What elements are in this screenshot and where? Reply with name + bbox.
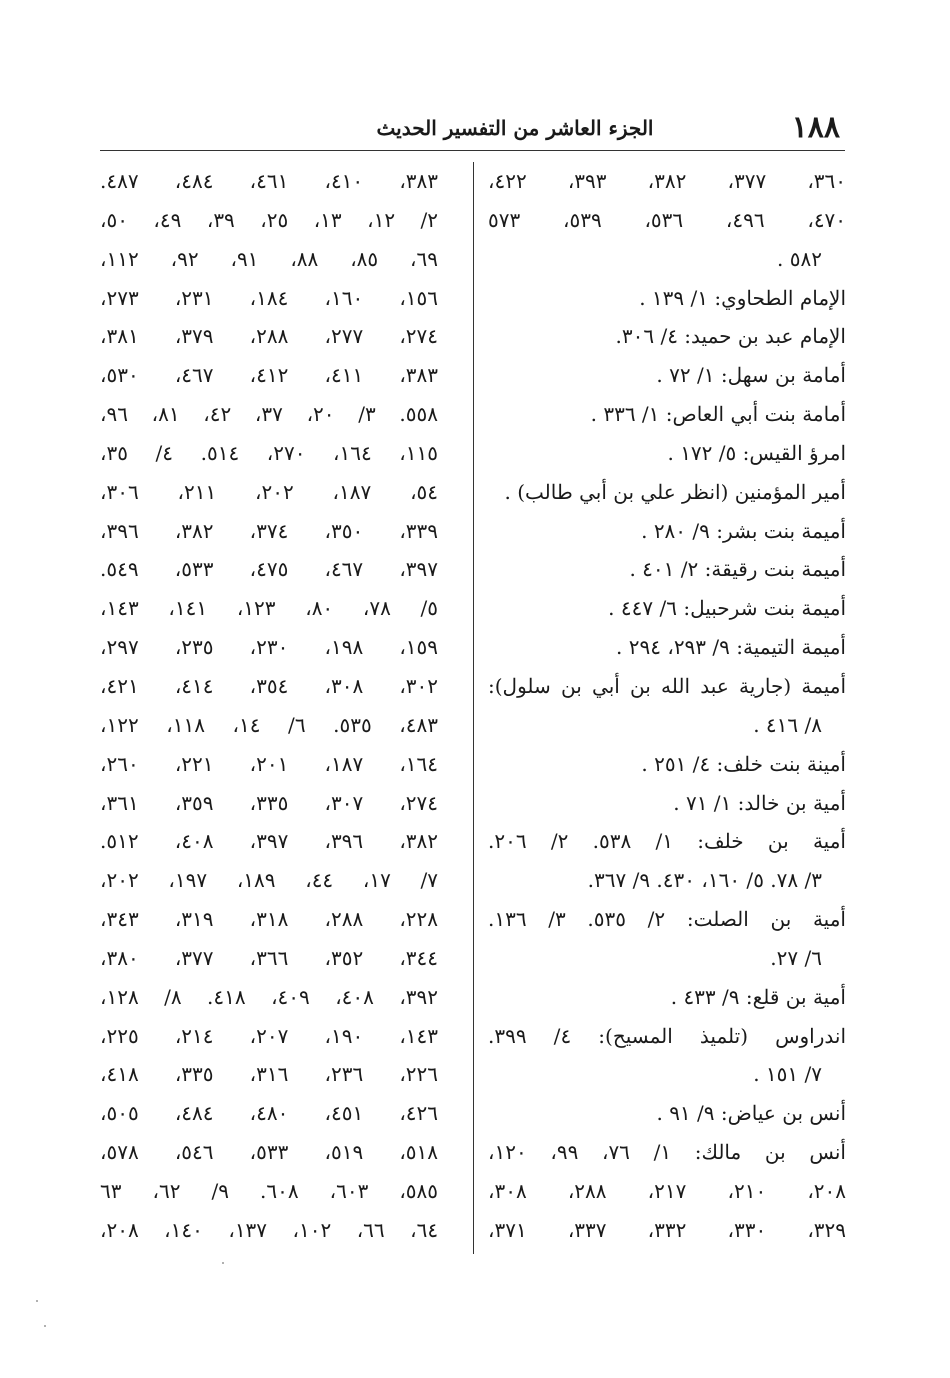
- index-entry-line: ١١٥، ١٦٤، ٢٧٠، ٥١٤. ٤/ ٣٥،: [100, 440, 438, 465]
- index-entry-line: ٢٢٦، ٢٣٦، ٣١٦، ٣٣٥، ٤١٨،: [100, 1062, 438, 1087]
- index-entry-line: أمامة بن سهل: ١/ ٧٢ .: [656, 363, 846, 388]
- scan-speck: [44, 1325, 46, 1327]
- index-entry-line: أمامة بنت أبي العاص: ١/ ٣٣٦ .: [590, 402, 846, 427]
- index-entry-line: ٥٨٥، ٦٠٣، ٦٠٨. ٩/ ٦٢، ٦٣: [100, 1178, 438, 1203]
- index-entry-line: أمية بن قلع: ٩/ ٤٣٣ .: [670, 984, 846, 1009]
- index-entry-line: ٧/ ١٥١ .: [753, 1062, 822, 1087]
- index-entry-line: ٢٧٤، ٣٠٧، ٣٣٥، ٣٥٩، ٣٦١،: [100, 790, 438, 815]
- page-number: ١٨٨: [791, 110, 840, 145]
- index-entry-line: ٣٤٤، ٣٥٢، ٣٦٦، ٣٧٧، ٣٨٠،: [100, 945, 438, 970]
- index-entry-line: أميمة بنت بشر: ٩/ ٢٨٠ .: [641, 518, 846, 543]
- index-entry-line: ٥١٨، ٥١٩، ٥٣٣، ٥٤٦، ٥٧٨،: [100, 1140, 438, 1165]
- index-entry-line: أميمة التيمية: ٩/ ٢٩٣، ٢٩٤ .: [616, 635, 846, 660]
- index-entry-line: أمينة بنت خلف: ٤/ ٢٥١ .: [641, 751, 846, 776]
- index-entry-line: ٤٢٦، ٤٥١، ٤٨٠، ٤٨٤، ٥٠٥،: [100, 1101, 438, 1126]
- index-entry-line: ٣٨٣، ٤١١، ٤١٢، ٤٦٧، ٥٣٠،: [100, 363, 438, 388]
- index-entry-line: ٥/ ٧٨، ٨٠، ١٢٣، ١٤١، ١٤٣،: [100, 596, 438, 621]
- index-entry-line: ٥٥٨. ٣/ ٢٠، ٣٧، ٤٢، ٨١، ٩٦،: [100, 402, 438, 427]
- index-entry-line: ٢٢٨، ٢٨٨، ٣١٨، ٣١٩، ٣٤٣،: [100, 907, 438, 932]
- index-entry-line: أميمة بنت رقيقة: ٢/ ٤٠١ .: [629, 557, 846, 582]
- index-entry-line: ٧/ ١٧، ٤٤، ١٨٩، ١٩٧، ٢٠٢،: [100, 868, 438, 893]
- index-entry-line: ٣٢٩، ٣٣٠، ٣٣٢، ٣٣٧، ٣٧١،: [488, 1217, 846, 1242]
- index-entry-line: ١٥٦، ١٦٠، ١٨٤، ٢٣١، ٢٧٣،: [100, 285, 438, 310]
- index-entry-line: أميمة بنت شرحبيل: ٦/ ٤٤٧ .: [608, 596, 846, 621]
- page-header: [90, 108, 850, 148]
- running-header-title: الجزء العاشر من التفسير الحديث: [376, 116, 654, 140]
- index-entry-line: ٦٤، ٦٦، ١٠٢، ١٣٧، ١٤٠، ٢٠٨،: [100, 1217, 438, 1242]
- index-entry-line: ٣٦٠، ٣٧٧، ٣٨٢، ٣٩٣، ٤٢٢،: [488, 169, 846, 193]
- index-entry-line: اندراوس (تلميذ المسيح): ٤/ ٣٩٩.: [488, 1023, 846, 1048]
- index-entry-line: ٢/ ١٢، ١٣، ٢٥، ٣٩، ٤٩، ٥٠،: [100, 207, 438, 232]
- index-entry-line: أمية بن الصلت: ٢/ ٥٣٥. ٣/ ١٣٦.: [488, 907, 846, 932]
- index-entry-line: ٦/ ٢٧.: [770, 945, 822, 970]
- index-entry-line: ٥٨٢ .: [777, 246, 822, 271]
- index-entry-line: الإمام الطحاوي: ١/ ١٣٩ .: [639, 285, 846, 310]
- index-entry-line: ٢٠٨، ٢١٠، ٢١٧، ٢٨٨، ٣٠٨،: [488, 1178, 846, 1203]
- index-entry-line: ٢٧٤، ٢٧٧، ٢٨٨، ٣٧٩، ٣٨١،: [100, 324, 438, 349]
- index-entry-line: أمية بن خالد: ١/ ٧١ .: [673, 790, 846, 815]
- index-entry-line: أنس بن مالك: ١/ ٧٦، ٩٩، ١٢٠،: [488, 1140, 846, 1165]
- index-entry-line: ٤٨٣، ٥٣٥. ٦/ ١٤، ١١٨، ١٢٢،: [100, 712, 438, 737]
- scan-speck: [222, 1262, 224, 1264]
- index-entry-line: ٣٨٢، ٣٩٦، ٣٩٧، ٤٠٨، ٥١٢.: [100, 829, 438, 854]
- index-entry-line: ٣٩٧، ٤٦٧، ٤٧٥، ٥٣٣، ٥٤٩.: [100, 557, 438, 582]
- index-entry-line: ١٦٤، ١٨٧، ٢٠١، ٢٢١، ٢٦٠،: [100, 751, 438, 776]
- index-entry-line: ١٤٣، ١٩٠، ٢٠٧، ٢١٤، ٢٢٥،: [100, 1023, 438, 1048]
- index-entry-line: أميمة (جارية عبد الله بن أبي بن سلول):: [488, 673, 846, 698]
- index-entry-line: ١٥٩، ١٩٨، ٢٣٠، ٢٣٥، ٢٩٧،: [100, 635, 438, 660]
- index-column-right: [488, 162, 846, 1250]
- index-entry-line: الإمام عبد بن حميد: ٤/ ٣٠٦.: [615, 324, 846, 349]
- index-entry-line: ٣٨٣، ٤١٠، ٤٦١، ٤٨٤، ٤٨٧.: [100, 169, 438, 193]
- index-entry-line: امرؤ القيس: ٥/ ١٧٢ .: [667, 440, 846, 465]
- column-divider: [473, 162, 474, 1254]
- index-entry-line: ٣٠٢، ٣٠٨، ٣٥٤، ٤١٤، ٤٢١،: [100, 673, 438, 698]
- index-entry-line: ٣٩٢، ٤٠٨، ٤٠٩، ٤١٨. ٨/ ١٢٨،: [100, 984, 438, 1009]
- scan-speck: [36, 1300, 38, 1302]
- index-entry-line: أمية بن خلف: ١/ ٥٣٨. ٢/ ٢٠٦.: [488, 829, 846, 854]
- index-entry-line: ٣/ ٧٨. ٥/ ١٦٠، ٤٣٠. ٩/ ٣٦٧.: [587, 868, 822, 893]
- index-entry-line: ٨/ ٤١٦ .: [753, 712, 822, 737]
- index-entry-line: ٣٣٩، ٣٥٠، ٣٧٤، ٣٨٢، ٣٩٦،: [100, 518, 438, 543]
- index-entry-line: ٥٤، ١٨٧، ٢٠٢، ٢١١، ٣٠٦،: [100, 479, 438, 504]
- index-entry-line: أمير المؤمنين (انظر علي بن أبي طالب) .: [504, 479, 846, 504]
- index-entry-line: أنس بن عياض: ٩/ ٩١ .: [656, 1101, 846, 1126]
- index-column-left: [100, 162, 438, 1250]
- header-rule: [100, 150, 845, 151]
- index-entry-line: ٦٩، ٨٥، ٨٨، ٩١، ٩٢، ١١٢،: [100, 246, 438, 271]
- index-entry-line: ٤٧٠، ٤٩٦، ٥٣٦، ٥٣٩، ٥٧٣: [488, 207, 846, 232]
